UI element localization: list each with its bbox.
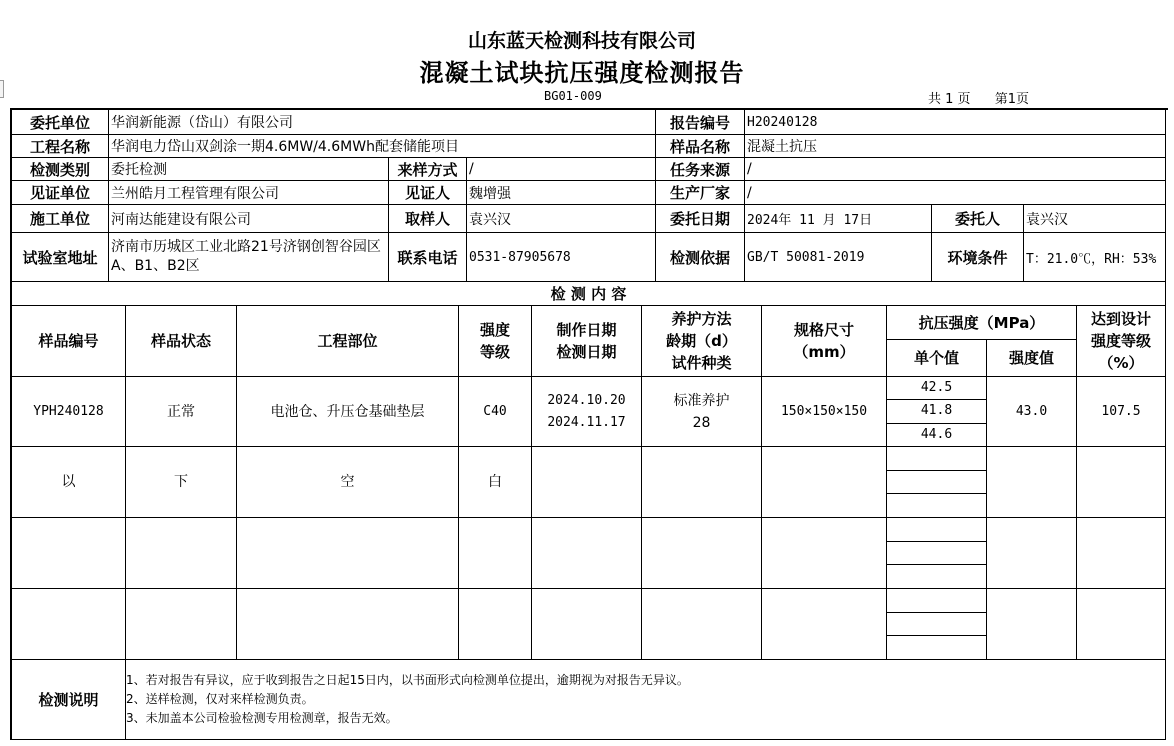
env-value: T：21.0℃，RH：53%	[1024, 233, 1166, 282]
commission-date-value: 2024年 11 月 17日	[745, 205, 932, 233]
sampler-value: 袁兴汉	[467, 205, 656, 233]
header-test-date: 检测日期	[556, 343, 617, 361]
empty-cell	[762, 589, 887, 660]
empty-cell	[1077, 589, 1166, 660]
header-grade-line1: 强度	[479, 321, 510, 339]
row-strength-value: 43.0	[987, 377, 1077, 447]
report-title: 混凝土试块抗压强度检测报告	[419, 59, 745, 87]
note-line-3: 3、未加盖本公司检验检测专用检测章，报告无效。	[126, 711, 398, 725]
empty-cell	[237, 589, 459, 660]
witness-value: 魏增强	[467, 181, 656, 205]
header-grade-line2: 等级	[479, 343, 510, 361]
row-test-date: 2024.11.17	[547, 414, 626, 430]
row-size: 150×150×150	[762, 377, 887, 447]
row-age: 28	[692, 414, 711, 431]
empty-single-cell	[887, 447, 987, 471]
witness-unit-value: 兰州皓月工程管理有限公司	[109, 181, 389, 205]
witness-unit-label: 见证单位	[12, 181, 109, 205]
task-source-value: /	[745, 158, 1166, 181]
task-source-label: 任务来源	[656, 158, 745, 181]
header-location: 工程部位	[237, 306, 459, 377]
row-curing	[642, 377, 762, 447]
company-name: 山东蓝天检测科技有限公司	[467, 30, 696, 52]
row-made-date: 2024.10.20	[547, 392, 626, 408]
row-location: 电池仓、升压仓基础垫层	[237, 377, 459, 447]
sample-method-label: 来样方式	[389, 158, 467, 181]
empty-cell	[762, 518, 887, 589]
header-made-date: 制作日期	[556, 321, 617, 339]
empty-cell	[12, 518, 126, 589]
client-label: 委托单位	[12, 110, 109, 135]
empty-cell	[126, 518, 237, 589]
construction-value: 河南达能建设有限公司	[109, 205, 389, 233]
row-design-pct: 107.5	[1077, 377, 1166, 447]
notes-text	[126, 660, 1166, 740]
empty-single-cell	[887, 636, 987, 660]
phone-value: 0531-87905678	[467, 233, 656, 282]
row-sample-no: YPH240128	[12, 377, 126, 447]
sampler-label: 取样人	[389, 205, 467, 233]
empty-cell	[12, 589, 126, 660]
commissioner-value: 袁兴汉	[1024, 205, 1166, 233]
test-type-label: 检测类别	[12, 158, 109, 181]
header-dates	[532, 306, 642, 377]
empty-cell	[126, 589, 237, 660]
empty-cell	[237, 518, 459, 589]
lab-address-value: 济南市历城区工业北路21号济钢创智谷园区A、B1、B2区	[109, 233, 389, 282]
basis-value: GB/T 50081-2019	[745, 233, 932, 282]
project-label: 工程名称	[12, 135, 109, 158]
note-line-1: 1、若对报告有异议，应于收到报告之日起15日内，以书面形式向检测单位提出，逾期视为对报告无异议。	[126, 673, 689, 687]
total-pages: 共 1 页	[928, 92, 971, 107]
empty-cell	[642, 447, 762, 518]
empty-cell	[762, 447, 887, 518]
header-compressive-strength: 抗压强度（MPa）	[887, 306, 1077, 340]
manufacturer-label: 生产厂家	[656, 181, 745, 205]
blank-marker: 下	[126, 447, 237, 518]
sample-name-value: 混凝土抗压	[745, 135, 1166, 158]
doc-code: BG01-009	[544, 89, 602, 103]
header-design-line2: 强度等级	[1090, 332, 1151, 350]
empty-cell	[1077, 518, 1166, 589]
empty-cell	[642, 589, 762, 660]
row-single-value: 42.5	[887, 377, 987, 400]
construction-label: 施工单位	[12, 205, 109, 233]
row-single-value: 41.8	[887, 400, 987, 423]
sample-name-label: 样品名称	[656, 135, 745, 158]
header-size	[762, 306, 887, 377]
row-grade: C40	[459, 377, 532, 447]
empty-cell	[532, 589, 642, 660]
commission-date-label: 委托日期	[656, 205, 745, 233]
header-specimen-type: 试件种类	[671, 354, 732, 372]
client-value: 华润新能源（岱山）有限公司	[109, 110, 656, 135]
empty-cell	[459, 518, 532, 589]
empty-single-cell	[887, 565, 987, 589]
header-curing	[642, 306, 762, 377]
header-design-line1: 达到设计	[1090, 310, 1151, 328]
empty-cell	[987, 518, 1077, 589]
header-strength-value: 强度值	[987, 340, 1077, 377]
blank-marker: 白	[459, 447, 532, 518]
empty-single-cell	[887, 542, 987, 566]
header-curing-method: 养护方法	[671, 310, 732, 328]
manufacturer-value: /	[745, 181, 1166, 205]
header-size-unit: （mm）	[793, 343, 855, 361]
empty-cell	[987, 447, 1077, 518]
report-table	[10, 108, 1168, 740]
blank-marker: 空	[237, 447, 459, 518]
empty-cell	[642, 518, 762, 589]
empty-single-cell	[887, 494, 987, 518]
page-number: 第1页	[994, 92, 1029, 107]
empty-cell	[1077, 447, 1166, 518]
project-value: 华润电力岱山双剑涂一期4.6MW/4.6MWh配套储能项目	[109, 135, 656, 158]
section-title: 检 测 内 容	[12, 282, 1166, 306]
empty-cell	[532, 447, 642, 518]
empty-cell	[987, 589, 1077, 660]
empty-cell	[532, 518, 642, 589]
header-age: 龄期（d）	[666, 332, 737, 350]
row-single-value: 44.6	[887, 424, 987, 447]
page-info	[928, 88, 1029, 107]
notes-label: 检测说明	[12, 660, 126, 740]
header-size-line1: 规格尺寸	[793, 321, 854, 339]
row-curing-method: 标准养护	[673, 392, 730, 409]
empty-single-cell	[887, 518, 987, 542]
header-sample-state: 样品状态	[126, 306, 237, 377]
basis-label: 检测依据	[656, 233, 745, 282]
test-type-value: 委托检测	[109, 158, 389, 181]
header-single-value: 单个值	[887, 340, 987, 377]
report-no-label: 报告编号	[656, 110, 745, 135]
row-sample-state: 正常	[126, 377, 237, 447]
blank-marker: 以	[12, 447, 126, 518]
commissioner-label: 委托人	[932, 205, 1024, 233]
row-dates	[532, 377, 642, 447]
sample-method-value: /	[467, 158, 656, 181]
note-line-2: 2、送样检测，仅对来样检测负责。	[126, 692, 314, 706]
header-grade	[459, 306, 532, 377]
lab-address-label: 试验室地址	[12, 233, 109, 282]
empty-single-cell	[887, 589, 987, 613]
empty-cell	[459, 589, 532, 660]
report-no-value: H20240128	[745, 110, 1166, 135]
header-sample-no: 样品编号	[12, 306, 126, 377]
env-label: 环境条件	[932, 233, 1024, 282]
witness-label: 见证人	[389, 181, 467, 205]
phone-label: 联系电话	[389, 233, 467, 282]
empty-single-cell	[887, 471, 987, 495]
empty-single-cell	[887, 613, 987, 637]
header-design-pct	[1077, 306, 1166, 377]
header-design-unit: （%）	[1098, 354, 1144, 372]
